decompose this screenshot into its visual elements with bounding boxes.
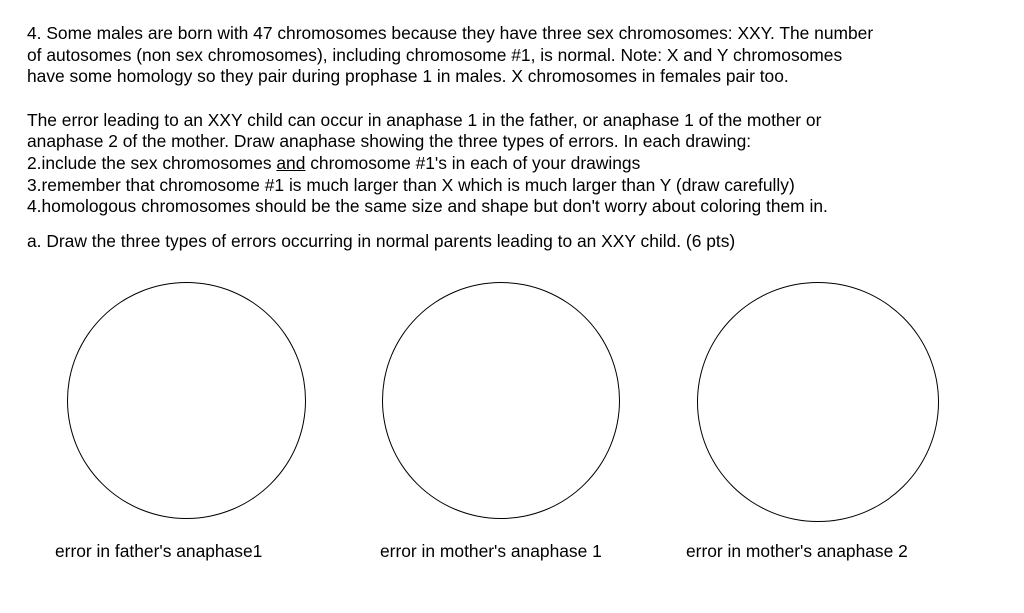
caption-father-anaphase-1: error in father's anaphase1 — [55, 541, 263, 561]
caption-mother-anaphase-1: error in mother's anaphase 1 — [380, 541, 602, 561]
instruction-4: 4.homologous chromosomes should be the same size and shape but don't worry about coloring them in. — [27, 196, 828, 217]
instruction-2-suffix: chromosome #1's in each of your drawings — [305, 152, 641, 173]
instruction-2-prefix: 2.include the sex chromosomes — [27, 152, 277, 173]
question-text — [27, 23, 1007, 252]
intro-line: have some homology so they pair during prophase 1 in males. X chromosomes in females pair too. — [27, 66, 789, 87]
drawing-circle-father-anaphase-1[interactable] — [67, 282, 306, 519]
intro-line: of autosomes (non sex chromosomes), including chromosome #1, is normal. Note: X and Y chromosomes — [27, 44, 843, 65]
instruction-2-underlined: and — [276, 152, 306, 173]
instruction-3: 3.remember that chromosome #1 is much larger than X which is much larger than Y (draw carefully) — [27, 174, 795, 195]
error-line: The error leading to an XXY child can occur in anaphase 1 in the father, or anaphase 1 of the mother or — [27, 109, 822, 130]
intro-line: 4. Some males are born with 47 chromosomes because they have three sex chromosomes: XXY. The number — [27, 23, 874, 43]
error-line: anaphase 2 of the mother. Draw anaphase showing the three types of errors. In each drawing: — [27, 131, 752, 152]
drawing-circle-mother-anaphase-1[interactable] — [382, 282, 620, 519]
instruction-2 — [27, 153, 1007, 175]
drawing-circle-mother-anaphase-2[interactable] — [697, 282, 939, 522]
caption-mother-anaphase-2: error in mother's anaphase 2 — [686, 541, 908, 561]
instructions-paragraph — [27, 110, 1007, 218]
part-a-prompt: a. Draw the three types of errors occurring in normal parents leading to an XXY child. (6 pts) — [27, 230, 736, 251]
intro-paragraph — [27, 23, 1007, 88]
